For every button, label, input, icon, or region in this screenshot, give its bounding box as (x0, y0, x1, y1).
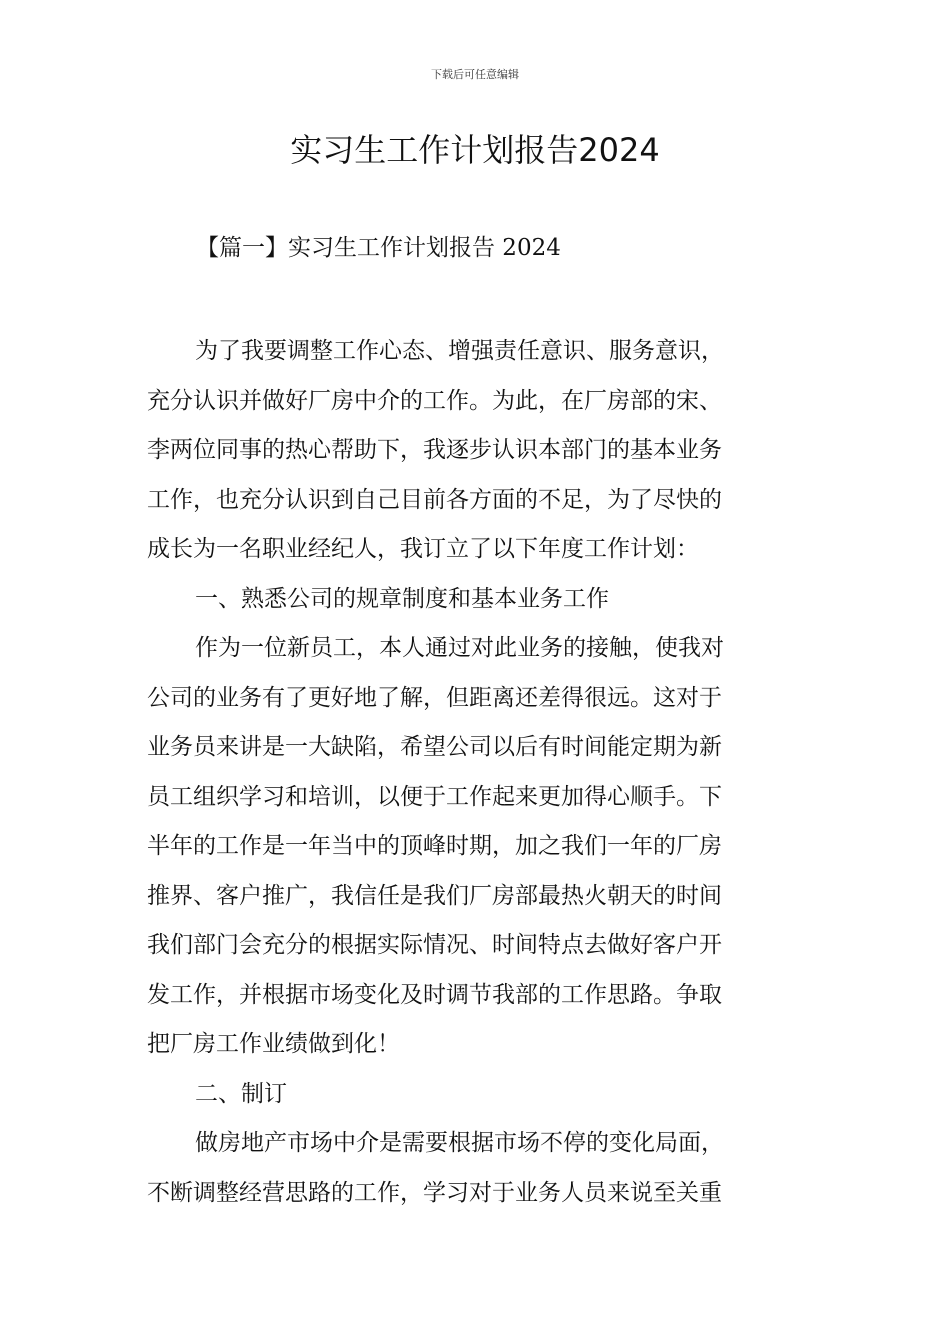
paragraph-line: 公司的业务有了更好地了解，但距离还差得很远。这对于 (147, 684, 722, 711)
paragraph-line: 员工组织学习和培训，以便于工作起来更加得心顺手。下 (147, 783, 722, 810)
paragraph-line: 充分认识并做好厂房中介的工作。为此，在厂房部的宋、 (147, 387, 722, 414)
paragraph-line: 发工作，并根据市场变化及时调节我部的工作思路。争取 (147, 981, 722, 1008)
paragraph-line: 李两位同事的热心帮助下，我逐步认识本部门的基本业务 (147, 437, 722, 463)
paragraph-line: 做房地产市场中介是需要根据市场不停的变化局面， (195, 1130, 724, 1156)
section-heading: 【篇一】实习生工作计划报告 2024 (196, 235, 561, 261)
paragraph-line: 我们部门会充分的根据实际情况、时间特点去做好客户开 (147, 932, 722, 958)
paragraph-line: 作为一位新员工，本人通过对此业务的接触，使我对 (195, 635, 724, 661)
paragraph-line: 业务员来讲是一大缺陷，希望公司以后有时间能定期为新 (147, 734, 722, 760)
subsection-heading: 一、熟悉公司的规章制度和基本业务工作 (195, 585, 609, 612)
paragraph-line: 不断调整经营思路的工作，学习对于业务人员来说至关重 (147, 1179, 722, 1206)
subsection-heading: 二、制订 (195, 1080, 287, 1107)
paragraph-line: 把厂房工作业绩做到化！ (147, 1031, 400, 1057)
paragraph-line: 工作，也充分认识到自己目前各方面的不足，为了尽快的 (147, 486, 722, 513)
paragraph-line: 为了我要调整工作心态、增强责任意识、服务意识， (195, 338, 724, 364)
page-header-note: 下载后可任意编辑 (431, 68, 519, 81)
document-title: 实习生工作计划报告2024 (290, 131, 660, 169)
paragraph-line: 半年的工作是一年当中的顶峰时期，加之我们一年的厂房 (147, 833, 722, 859)
paragraph-line: 成长为一名职业经纪人，我订立了以下年度工作计划： (147, 536, 699, 562)
document-body (147, 327, 807, 1218)
paragraph-line: 推界、客户推广，我信任是我们厂房部最热火朝天的时间 (147, 882, 722, 909)
